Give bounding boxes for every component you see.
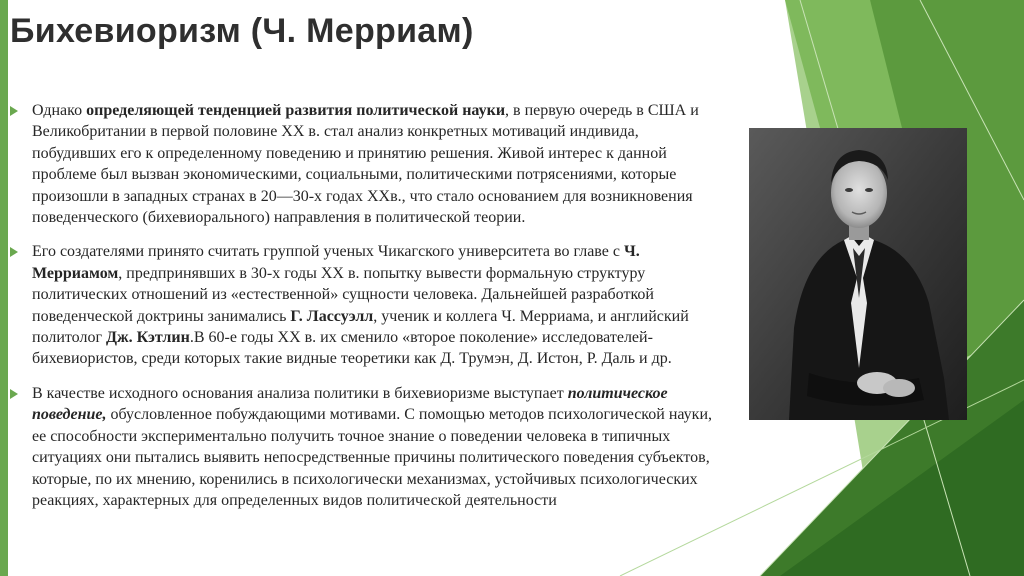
text-segment: , в первую очередь в США и Великобритании в первой половине XX в. стал анализ конкретных мотиваций индивида, побудивших его к определенному поведению и принятию решения. Живой интерес к данной проблеме был вызван экономическими, социальными, политическими потрясениями, которые произошли в западных странах в 20—30-х годах XXв., что стало основанием для возникновения поведенческого (бихевиорального) направления в политической теории. <box>32 102 699 227</box>
emphasis-segment: Дж. Кэтлин <box>106 329 190 347</box>
text-segment: , предпринявших в 30-х годы XX в. попытку вывести формальную структуру политических отношений из «естественной» сущности человека. Дальнейшей разработкой поведенческой доктрины занимались <box>32 264 654 325</box>
emphasis-segment: политическое поведение, <box>32 384 668 424</box>
triangle-bullet-icon <box>10 106 18 116</box>
text-segment: В качестве исходного основания анализа политики в бихевиоризме выступает <box>32 384 568 402</box>
bullet-text <box>32 241 722 369</box>
bullet-text <box>32 383 722 511</box>
triangle-bullet-icon <box>10 389 18 399</box>
triangle-bullet-icon <box>10 247 18 257</box>
portrait-image <box>749 128 967 420</box>
text-segment: .В 60-е годы XX в. их сменило «второе поколение» исследователей-бихевиористов, среди которых такие видные теоретики как Д. Трумэн, Д. Истон, Р. Даль и др. <box>32 329 672 368</box>
emphasis-segment: Ч. Мерриамом <box>32 243 640 282</box>
emphasis-segment: определяющей тенденцией развития политической науки <box>86 102 506 119</box>
slide-body <box>10 100 722 511</box>
bullet-item-1 <box>10 100 722 228</box>
slide-title: Бихевиоризм (Ч. Мерриам) <box>10 12 474 50</box>
text-segment: Его создателями принято считать группой ученых Чикагского университета во главе с <box>32 243 624 261</box>
text-segment: Однако <box>32 102 87 119</box>
portrait-photo <box>749 128 967 420</box>
emphasis-segment: Г. Лассуэлл <box>290 307 374 325</box>
text-segment: , ученик и коллега Ч. Мерриама, и английский политолог <box>32 307 689 347</box>
bullet-text <box>32 100 722 228</box>
bullet-item-2 <box>10 241 722 369</box>
bullet-item-3 <box>10 383 722 511</box>
text-segment: обусловленное побуждающими мотивами. С помощью методов психологической науки, ее способности экспериментально получить точное знание о поведении человека в типичных ситуациях они пытались выявить непосредственные причины политического поведения субъектов, которые, по их мнению, коренились в психологически механизмах, устойчивых психологических реакциях, характерных для определенных видов политической деятельности <box>32 406 712 509</box>
